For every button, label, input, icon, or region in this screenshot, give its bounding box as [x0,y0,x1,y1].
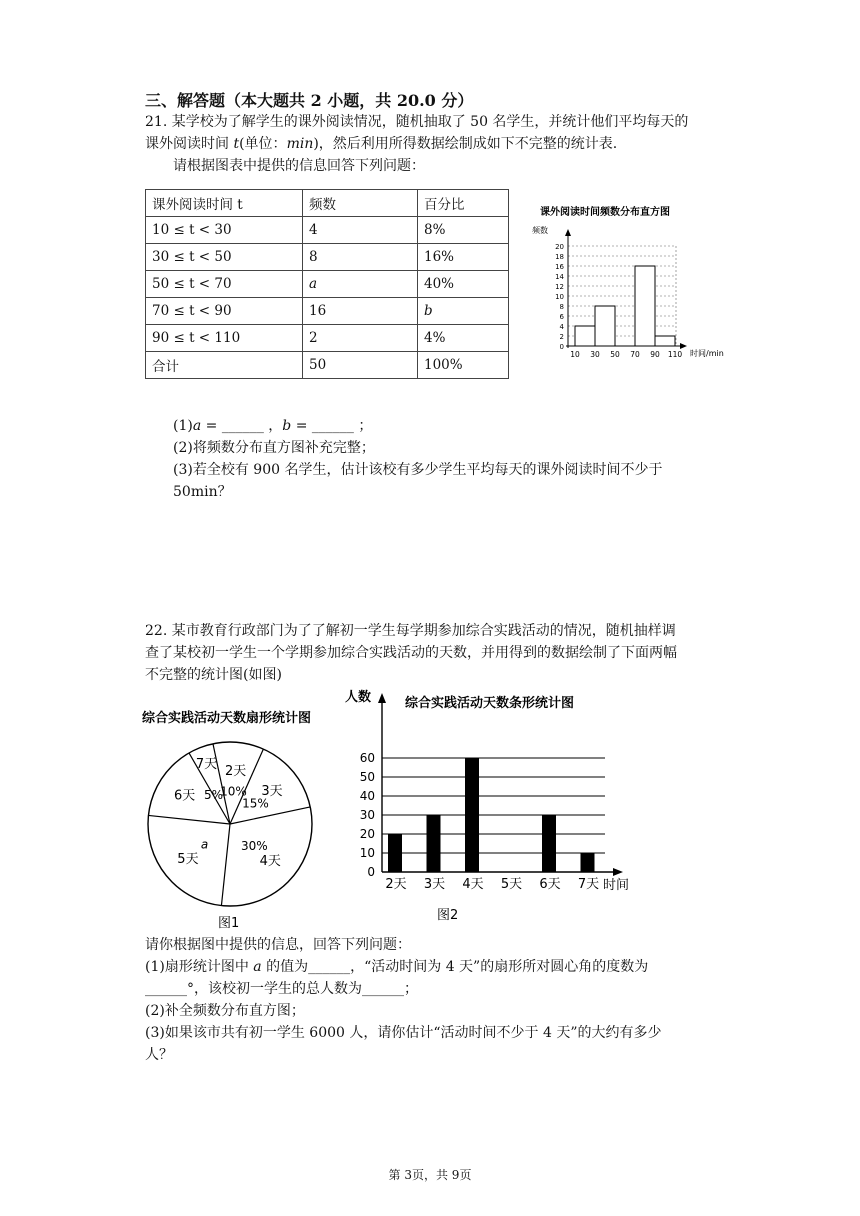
histogram-y-label: 频数 [532,226,548,235]
histogram-y-tick: 20 [555,243,564,251]
q22-sub-1: (1)扇形统计图中 a 的值为______，“活动时间为 4 天”的扇形所对圆心角的度数为 [145,959,649,975]
bar-chart-bar [465,758,479,872]
pie-slice-percent: 30% [241,838,268,853]
histogram-y-tick: 12 [555,283,564,291]
q21-sub-3-cont: 50min？ [173,484,232,500]
section-title: 三、解答题（本大题共 2 小题，共 20.0 分） [145,91,474,110]
histogram-bar [595,306,615,346]
table-row [146,244,509,271]
activity-pie-chart [138,700,338,932]
histogram-x-label: 时间/min [690,349,724,358]
bar-chart-title: 综合实践活动天数条形统计图 [405,696,575,711]
page-footer: 第 3页，共 9页 [388,1168,472,1182]
q22-prompt: 请你根据图中提供的信息，回答下列问题： [145,937,411,953]
q22-line-2: 查了某校初一学生一个学期参加综合实践活动的天数，并用得到的数据绘制了下面两幅 [145,645,677,661]
table-cell: 50 ≤ t < 70 [146,271,303,298]
q22-line-3: 不完整的统计图(如图) [145,667,282,683]
bar-chart-x-tick: 6天 [539,877,561,892]
table-cell: a [303,271,418,298]
bar-chart-y-tick: 30 [359,808,375,822]
bar-chart-caption: 图2 [437,908,459,923]
table-row [146,325,509,352]
table-cell: 4% [418,325,509,352]
table-cell: 70 ≤ t < 90 [146,298,303,325]
table-cell: 频数 [303,190,418,217]
activity-bar-chart [345,683,640,925]
histogram-x-tick: 110 [667,350,683,359]
bar-chart-y-tick: 10 [359,846,375,860]
histogram-x-tick: 30 [590,350,600,359]
pie-slice-label: 5天 [177,852,199,868]
table-row [146,271,509,298]
histogram-y-tick: 18 [555,253,564,261]
pie-slice-percent: 5% [204,788,224,803]
q22-sub-1-cont: ______°，该校初一学生的总人数为______； [145,981,418,997]
bar-chart-y-tick: 50 [359,770,375,784]
pie-slice-percent: 10% [220,784,247,799]
frequency-table [145,189,509,379]
histogram-bar [635,266,655,346]
table-cell: 8 [303,244,418,271]
histogram-y-tick: 16 [555,263,564,271]
bar-chart-x-tick: 7天 [577,877,600,892]
histogram-y-tick: 8 [559,303,564,311]
reading-time-histogram [530,200,775,368]
bar-chart-x-tick: 2天 [385,877,407,892]
bar-chart-bar [388,834,402,872]
pie-slice-label: 2天 [225,764,247,780]
table-cell: 100% [418,352,509,379]
bar-chart-bar [542,815,556,872]
histogram-bar [575,326,595,346]
table-row [146,298,509,325]
bar-chart-x-tick: 5天 [500,877,523,892]
bar-chart-y-label: 人数 [345,690,372,705]
bar-chart-y-tick: 60 [359,751,375,765]
q22-sub-2: (2)补全频数分布直方图； [145,1003,305,1019]
histogram-y-arrow [565,229,571,236]
histogram-title: 课外阅读时间频数分布直方图 [540,207,670,218]
table-cell: 2 [303,325,418,352]
pie-title: 综合实践活动天数扇形统计图 [142,711,312,726]
table-cell: 16 [303,298,418,325]
histogram-y-tick: 0 [559,343,564,351]
histogram-y-tick: 14 [555,273,564,281]
histogram-x-arrow [680,343,687,349]
bar-chart-x-tick: 3天 [423,877,446,892]
q22-line-1: 22. 某市教育行政部门为了了解初一学生每学期参加综合实践活动的情况，随机抽样调 [145,623,676,639]
q22-sub-3-cont: 人？ [145,1047,173,1063]
pie-slice-label: 3天 [261,783,283,799]
table-cell: 10 ≤ t < 30 [146,217,303,244]
pie-slice-label: 6天 [173,788,196,804]
table-cell: 课外阅读时间 t [146,190,303,217]
bar-chart-x-label: 时间 [603,878,630,893]
pie-slice-percent: 15% [242,796,269,811]
histogram-x-tick: 90 [650,350,660,359]
table-cell: 30 ≤ t < 50 [146,244,303,271]
table-cell: 百分比 [418,190,509,217]
bar-chart-y-arrow [378,693,386,703]
table-cell: 16% [418,244,509,271]
q21-sub-1: (1)a = ______ ，b = ______ ； [173,418,373,434]
table-cell: b [418,298,509,325]
bar-chart-x-tick: 4天 [462,877,484,892]
bar-chart-bar [427,815,441,872]
histogram-y-tick: 2 [559,333,564,341]
histogram-y-tick: 10 [555,293,564,301]
bar-chart-x-arrow [613,868,623,876]
table-header-row [146,190,509,217]
bar-chart-y-tick: 20 [359,827,375,841]
table-cell: 90 ≤ t < 110 [146,325,303,352]
q21-line-1: 21. 某学校为了解学生的课外阅读情况，随机抽取了 50 名学生，并统计他们平均每天的 [145,114,689,130]
bar-chart-bar [581,853,595,872]
histogram-x-tick: 70 [630,350,640,359]
histogram-y-tick: 6 [559,313,564,321]
bar-chart-y-tick: 40 [359,789,375,803]
pie-caption: 图1 [218,916,240,931]
table-cell: 4 [303,217,418,244]
histogram-y-tick: 4 [559,323,564,331]
q21-line-3: 请根据图表中提供的信息回答下列问题： [173,158,425,174]
histogram-x-tick: 10 [570,350,580,359]
pie-slice-label: 4天 [259,854,281,870]
bar-chart-y-tick: 0 [367,865,375,879]
q21-line-2: 课外阅读时间 t(单位：min)，然后利用所得数据绘制成如下不完整的统计表. [145,136,618,152]
table-cell: 8% [418,217,509,244]
histogram-bar [655,336,675,346]
table-cell: 40% [418,271,509,298]
table-cell: 50 [303,352,418,379]
pie-slice-label: 7天 [195,756,218,772]
pie-slice-percent: a [200,837,209,852]
q22-sub-3: (3)如果该市共有初一学生 6000 人，请你估计“活动时间不少于 4 天”的大约有多少 [145,1025,662,1041]
table-row [146,217,509,244]
table-cell: 合计 [146,352,303,379]
table-row [146,352,509,379]
q21-sub-3: (3)若全校有 900 名学生，估计该校有多少学生平均每天的课外阅读时间不少于 [173,462,663,478]
q21-sub-2: (2)将频数分布直方图补充完整； [173,440,375,456]
histogram-x-tick: 50 [610,350,620,359]
